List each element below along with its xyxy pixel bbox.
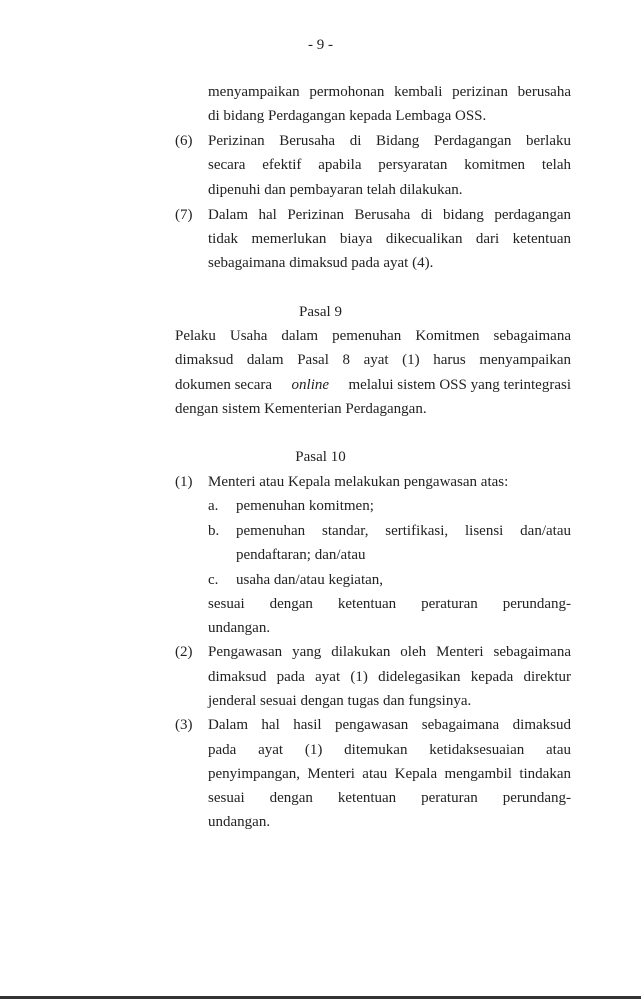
list-item: pemenuhan standar, sertifikasi, lisensi dan/atau [236,523,571,539]
paragraph-number: (2) [175,644,193,660]
text-line: undangan. [208,620,271,636]
text-line: dipenuhi dan pembayaran telah dilakukan. [208,182,463,198]
paragraph-number: (6) [175,133,193,149]
article-heading: Pasal 10 [295,449,346,465]
paragraph-number: (3) [175,717,193,733]
text-line: dimaksud dalam Pasal 8 ayat (1) harus menyampaikan [175,352,571,368]
list-item: usaha dan/atau kegiatan, [236,572,384,588]
text-line: Dalam hal hasil pengawasan sebagaimana dimaksud [208,717,571,733]
text-line: Dalam hal Perizinan Berusaha di bidang perdagangan [208,207,571,223]
text-line: secara efektif apabila persyaratan komitmen telah [208,157,571,173]
text-segment: dokumen secara [175,377,273,393]
text-line: sesuai dengan ketentuan peraturan perundang- [208,596,571,612]
text-line: Menteri atau Kepala melakukan pengawasan atas: [208,474,509,490]
text-segment: melalui sistem OSS yang terintegrasi [348,377,571,393]
page-number: - 9 - [308,37,333,53]
text-line: undangan. [208,814,271,830]
text-line: pada ayat (1) ditemukan ketidaksesuaian atau [208,742,571,758]
list-label: c. [208,572,219,588]
text-line: sesuai dengan ketentuan peraturan perundang- [208,790,571,806]
text-line: penyimpangan, Menteri atau Kepala mengambil tindakan [208,766,571,782]
text-line: jenderal sesuai dengan tugas dan fungsinya. [208,693,472,709]
text-line: sebagaimana dimaksud pada ayat (4). [208,255,434,271]
italic-term: online [291,377,330,393]
paragraph-number: (1) [175,474,193,490]
page-bottom-edge [0,996,641,999]
text-line: Pengawasan yang dilakukan oleh Menteri sebagaimana [208,644,571,660]
paragraph-number: (7) [175,207,193,223]
text-line [175,376,571,394]
text-line: dengan sistem Kementerian Perdagangan. [175,401,427,417]
text-line: Perizinan Berusaha di Bidang Perdagangan berlaku [208,133,571,149]
list-label: a. [208,498,219,514]
article-heading: Pasal 9 [299,304,342,320]
list-label: b. [208,523,220,539]
list-item: pendaftaran; dan/atau [236,547,366,563]
list-item: pemenuhan komitmen; [236,498,374,514]
text-line: menyampaikan permohonan kembali perizinan berusaha [208,84,571,100]
text-line: dimaksud pada ayat (1) didelegasikan kepada direktur [208,669,571,685]
text-line: tidak memerlukan biaya dikecualikan dari ketentuan [208,231,571,247]
text-line: Pelaku Usaha dalam pemenuhan Komitmen sebagaimana [175,328,571,344]
text-line: di bidang Perdagangan kepada Lembaga OSS. [208,108,487,124]
